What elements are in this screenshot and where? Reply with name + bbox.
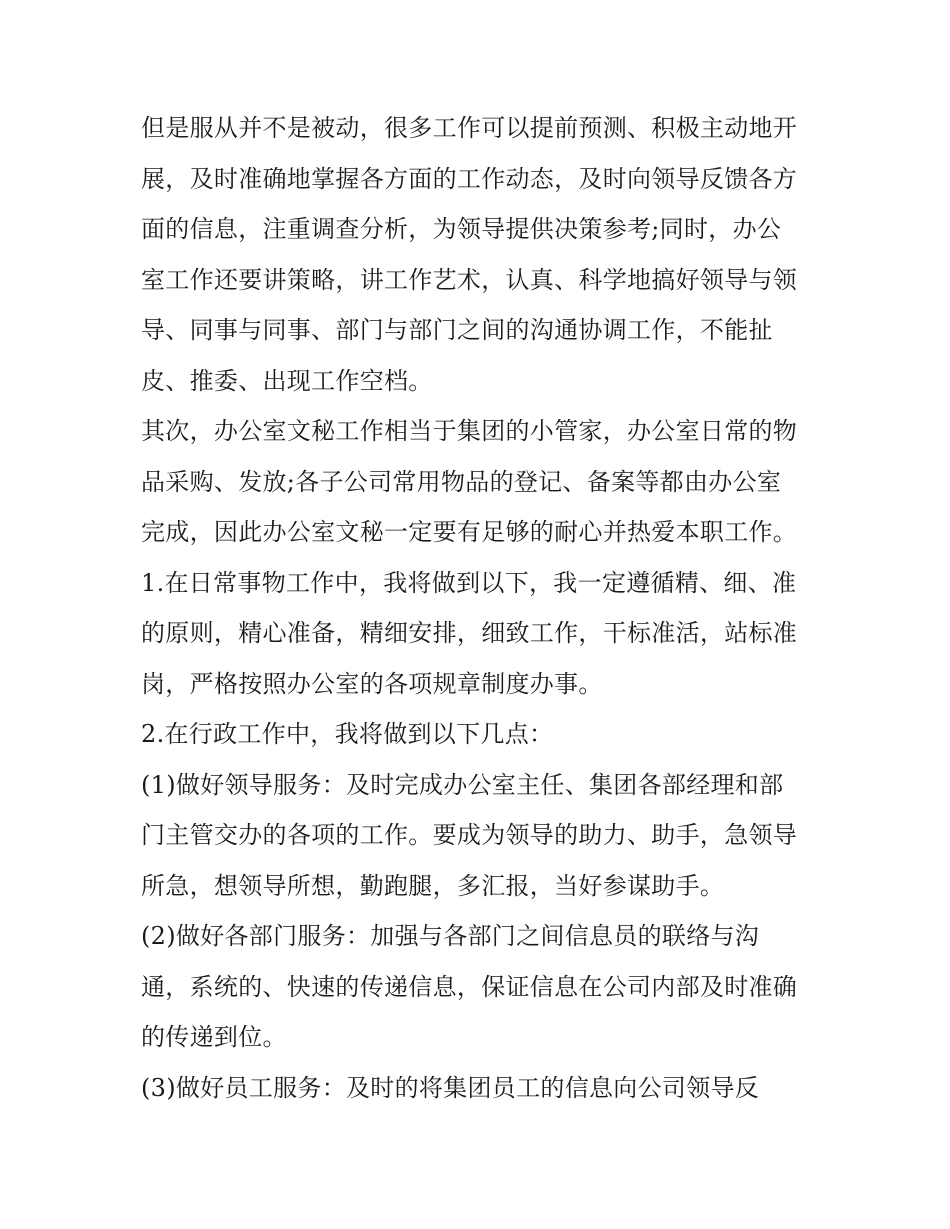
text-line: 通，系统的、快速的传递信息，保证信息在公司内部及时准确 xyxy=(141,972,798,1001)
text-line: 的传递到位。 xyxy=(141,1023,287,1051)
text-line: (2)做好各部门服务：加强与各部门之间信息员的联络与沟 xyxy=(141,922,760,950)
text-line: (3)做好员工服务：及时的将集团员工的信息向公司领导反 xyxy=(141,1073,760,1102)
text-line: 品采购、发放;各子公司常用物品的登记、备案等都由办公室 xyxy=(141,467,782,496)
text-line: 2.在行政工作中，我将做到以下几点： xyxy=(141,720,554,748)
text-line: 其次，办公室文秘工作相当于集团的小管家，办公室日常的物 xyxy=(141,417,798,445)
text-line: 完成，因此办公室文秘一定要有足够的耐心并热爱本职工作。 xyxy=(141,518,798,546)
text-line: (1)做好领导服务：及时完成办公室主任、集团各部经理和部 xyxy=(141,770,784,799)
text-line: 皮、推委、出现工作空档。 xyxy=(141,366,433,395)
text-line: 门主管交办的各项的工作。要成为领导的助力、助手，急领导 xyxy=(141,821,798,849)
document-body xyxy=(141,100,821,1113)
text-line: 室工作还要讲策略，讲工作艺术，认真、科学地搞好领导与领 xyxy=(141,265,798,294)
text-line: 岗，严格按照办公室的各项规章制度办事。 xyxy=(141,669,603,698)
text-line: 面的信息，注重调查分析，为领导提供决策参考;同时，办公 xyxy=(141,215,782,243)
text-line: 的原则，精心准备，精细安排，细致工作，干标准活，站标准 xyxy=(141,619,798,647)
text-line: 导、同事与同事、部门与部门之间的沟通协调工作，不能扯 xyxy=(141,316,773,344)
text-line: 但是服从并不是被动，很多工作可以提前预测、积极主动地开 xyxy=(141,114,798,142)
text-line: 所急，想领导所想，勤跑腿，多汇报，当好参谋助手。 xyxy=(141,871,725,900)
text-line: 1.在日常事物工作中，我将做到以下，我一定遵循精、细、准 xyxy=(141,568,797,597)
text-line: 展，及时准确地掌握各方面的工作动态，及时向领导反馈各方 xyxy=(141,164,798,193)
